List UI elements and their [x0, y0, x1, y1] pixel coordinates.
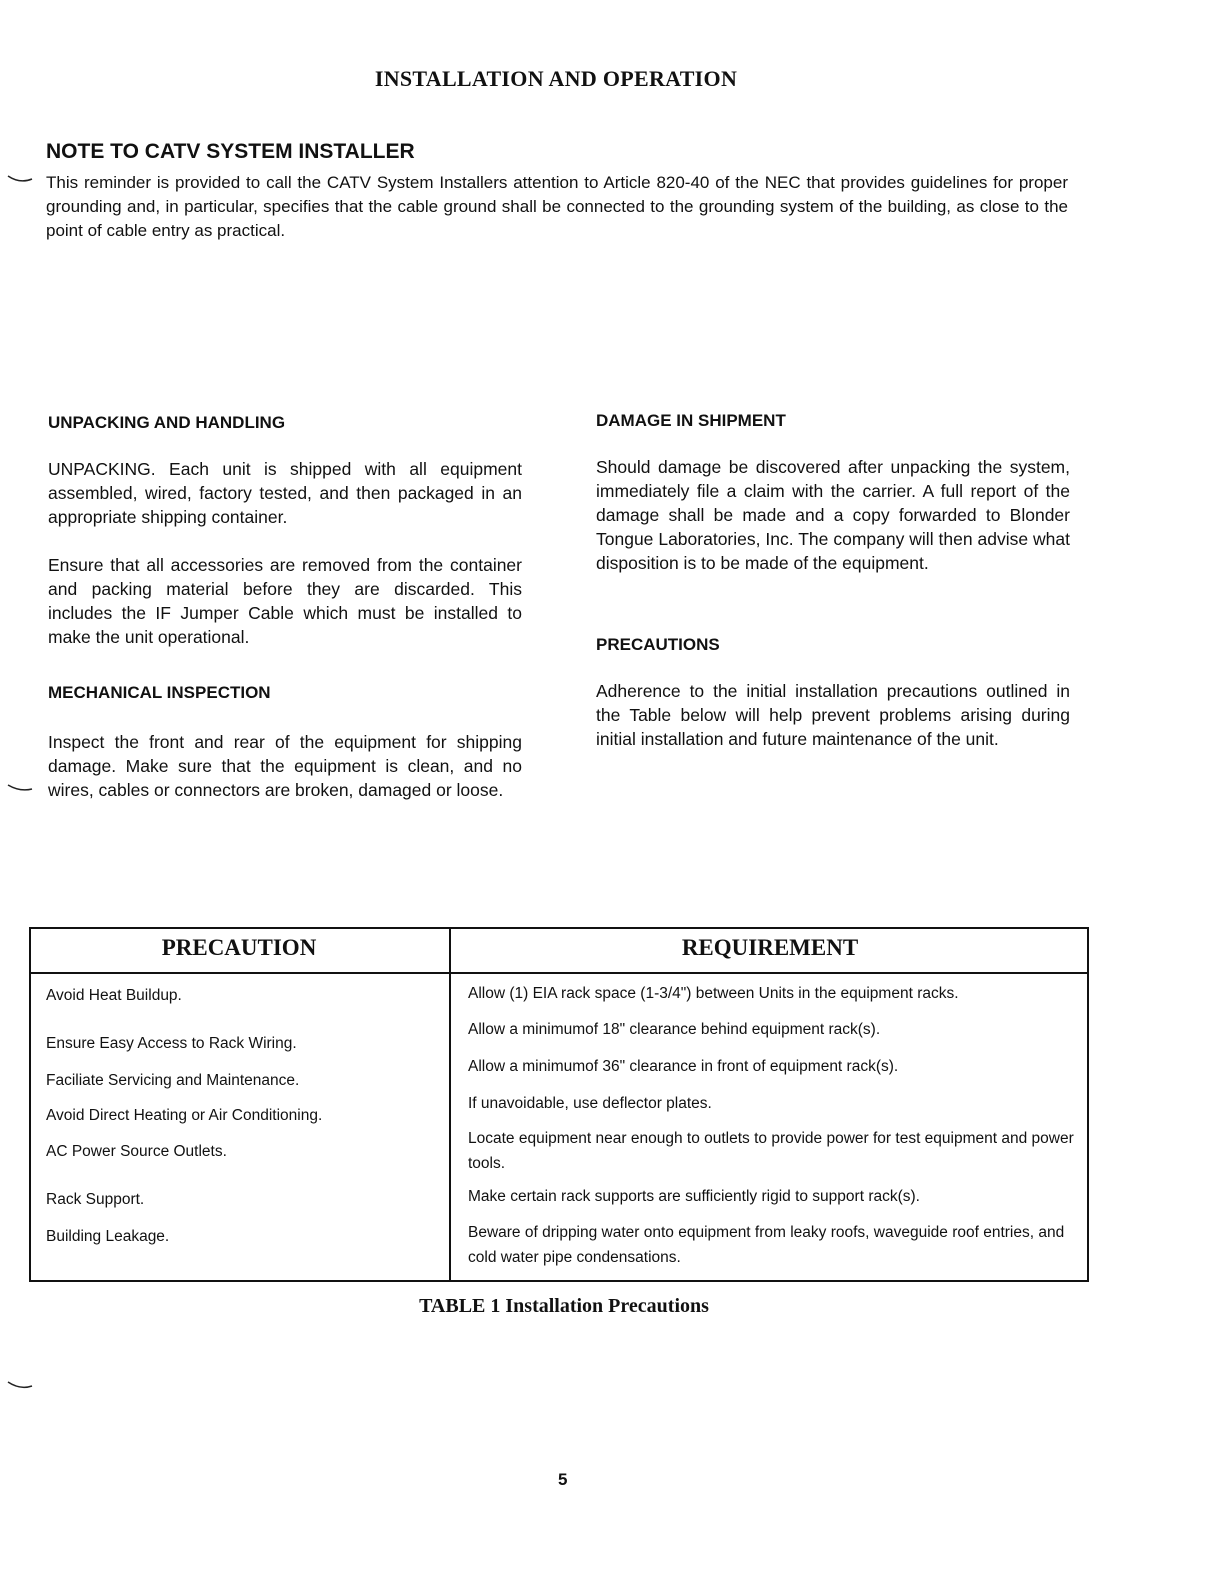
- damage-paragraph: Should damage be discovered after unpacking the system, immediately file a claim with the carrier. A full report of the damage shall be made and a copy forwarded to Blonder Tongue Laboratories, Inc. The company will then advise what disposition is to be made of the equipment.: [596, 457, 1070, 573]
- table-cell-precaution: Building Leakage.: [46, 1228, 170, 1245]
- table-header-precaution: PRECAUTION: [161, 935, 317, 960]
- unpacking-heading: UNPACKING AND HANDLING: [48, 413, 286, 432]
- damage-heading: DAMAGE IN SHIPMENT: [596, 411, 786, 430]
- table-cell-precaution: Faciliate Servicing and Maintenance.: [46, 1072, 300, 1089]
- table-cell-requirement: Make certain rack supports are sufficiently rigid to support rack(s).: [468, 1188, 920, 1205]
- mechanical-heading: MECHANICAL INSPECTION: [48, 683, 271, 702]
- accessories-paragraph: Ensure that all accessories are removed from the container and packing material before they are discarded. This includes the IF Jumper Cable which must be installed to make the unit operational.: [48, 555, 522, 647]
- unpacking-paragraph: UNPACKING. Each unit is shipped with all equipment assembled, wired, factory tested, and then packaged in an appropriate shipping container.: [48, 459, 522, 527]
- precautions-heading: PRECAUTIONS: [596, 635, 720, 654]
- page-number: 5: [558, 1470, 568, 1489]
- table-header-requirement: REQUIREMENT: [681, 935, 859, 960]
- table-cell-precaution: Avoid Direct Heating or Air Conditioning.: [46, 1107, 323, 1124]
- table-caption: TABLE 1 Installation Precautions: [419, 1295, 709, 1317]
- note-body: This reminder is provided to call the CATV System Installers attention to Article 820-40 of the NEC that provides guidelines for proper grounding and, in particular, specifies that the cable ground shall be connected to the grounding system of the building, as close to the point of cable entry as practical.: [46, 173, 1068, 240]
- table-cell-requirement: Locate equipment near enough to outlets to provide power for test equipment and power tools.: [468, 1130, 1074, 1172]
- table-cell-precaution: AC Power Source Outlets.: [46, 1143, 227, 1160]
- table-cell-requirement: If unavoidable, use deflector plates.: [468, 1095, 712, 1112]
- table-column-divider: [449, 927, 451, 1282]
- table-cell-precaution: Ensure Easy Access to Rack Wiring.: [46, 1035, 297, 1052]
- note-heading: NOTE TO CATV SYSTEM INSTALLER: [46, 140, 415, 163]
- binding-mark: [6, 1380, 34, 1390]
- table-cell-precaution: Avoid Heat Buildup.: [46, 987, 182, 1004]
- precautions-paragraph: Adherence to the initial installation precautions outlined in the Table below will help prevent problems arising during initial installation and future maintenance of the unit.: [596, 681, 1070, 749]
- table-cell-requirement: Allow (1) EIA rack space (1-3/4") between Units in the equipment racks.: [468, 985, 959, 1002]
- table-cell-precaution: Rack Support.: [46, 1191, 145, 1208]
- table-cell-requirement: Beware of dripping water onto equipment from leaky roofs, waveguide roof entries, and cold water pipe condensations.: [468, 1224, 1065, 1266]
- binding-mark: [6, 174, 34, 184]
- table-cell-requirement: Allow a minimumof 18" clearance behind equipment rack(s).: [468, 1021, 881, 1038]
- table-cell-requirement: Allow a minimumof 36" clearance in front of equipment rack(s).: [468, 1058, 899, 1075]
- table-header-divider: [29, 972, 1089, 974]
- page-title: INSTALLATION AND OPERATION: [374, 66, 738, 91]
- mechanical-paragraph: Inspect the front and rear of the equipment for shipping damage. Make sure that the equipment is clean, and no wires, cables or connectors are broken, damaged or loose.: [48, 732, 522, 800]
- binding-mark: [6, 783, 34, 793]
